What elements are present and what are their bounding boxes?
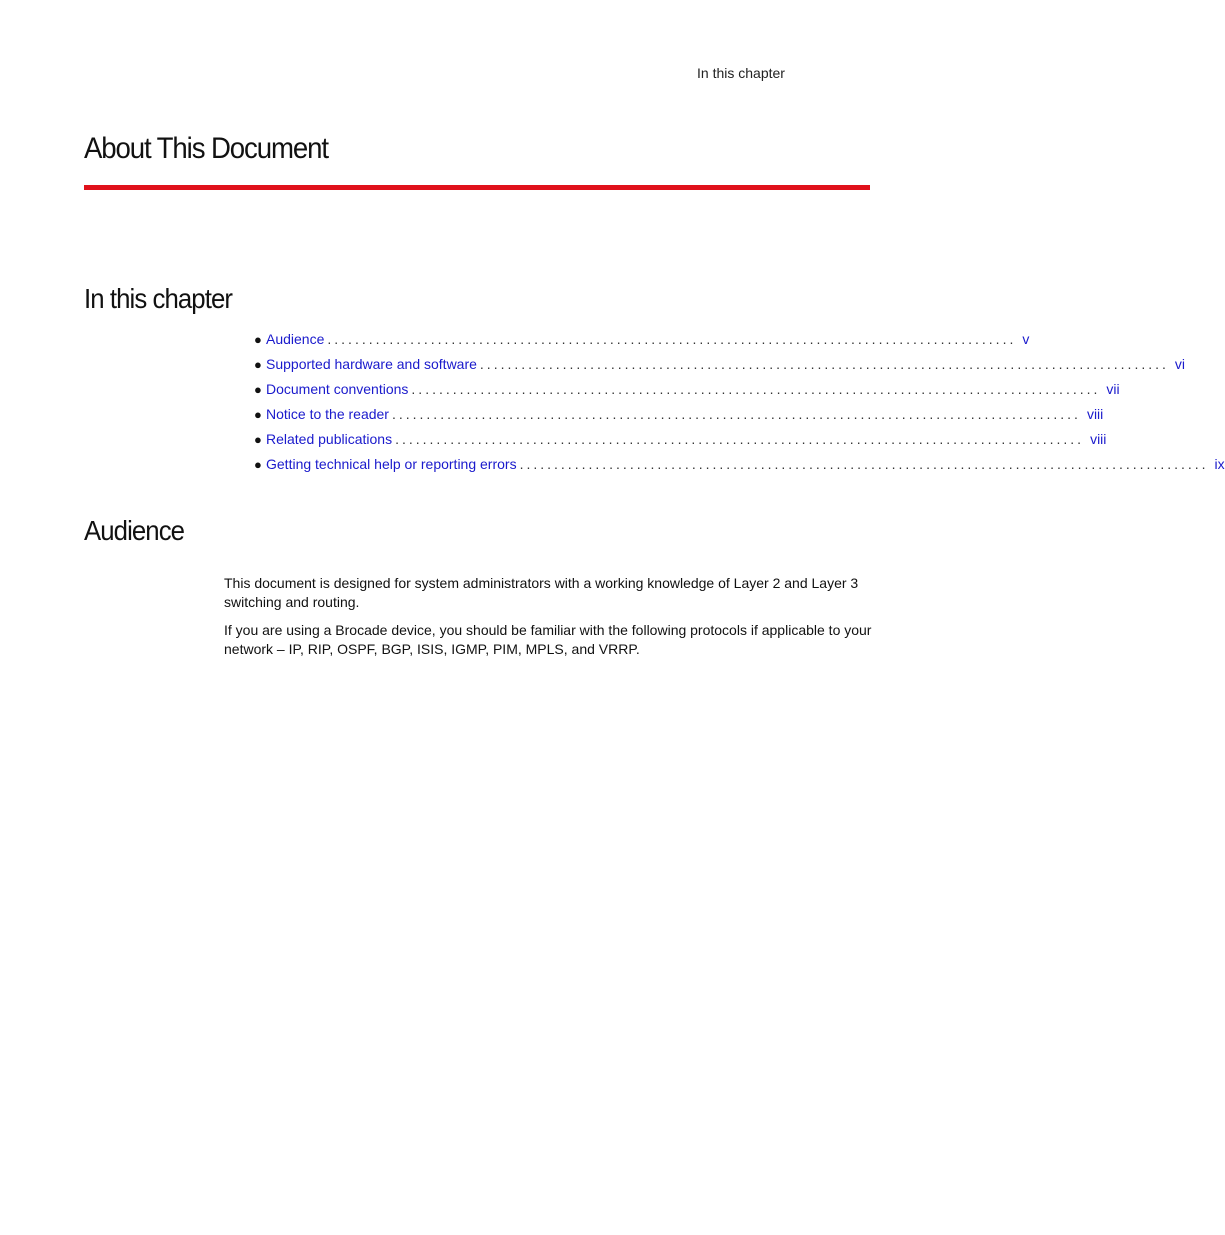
toc-link-label[interactable]: Supported hardware and software — [266, 356, 477, 372]
toc-item[interactable] — [254, 406, 1104, 431]
toc-link-label[interactable]: Notice to the reader — [266, 406, 389, 422]
toc-page-number[interactable]: ix — [1214, 456, 1225, 472]
chapter-toc — [254, 331, 1225, 481]
audience-paragraph-1: This document is designed for system administrators with a working knowledge of Layer 2 and Layer 3 switching and routing. — [224, 575, 859, 610]
toc-page-number[interactable]: v — [1022, 331, 1030, 347]
toc-item[interactable] — [254, 331, 1030, 356]
bullet-icon: ● — [254, 357, 262, 372]
running-header: In this chapter — [697, 65, 785, 81]
toc-leader: .................................................................................................... — [411, 381, 1101, 397]
toc-leader: .................................................................................................... — [327, 331, 1017, 347]
toc-item[interactable] — [254, 431, 1107, 456]
toc-page-number[interactable]: viii — [1086, 406, 1104, 422]
audience-paragraph-2: If you are using a Brocade device, you should be familiar with the following protocols if applicable to your network – IP, RIP, OSPF, BGP, ISIS, IGMP, PIM, MPLS, and VRRP. — [224, 622, 872, 657]
bullet-icon: ● — [254, 382, 262, 397]
toc-leader: .................................................................................................... — [391, 406, 1081, 422]
section-heading-in-this-chapter: In this chapter — [84, 283, 233, 314]
bullet-icon: ● — [254, 457, 262, 472]
bullet-icon: ● — [254, 332, 262, 347]
toc-page-number[interactable]: vii — [1106, 381, 1120, 397]
toc-link-label[interactable]: Audience — [266, 331, 325, 347]
toc-item[interactable] — [254, 381, 1120, 406]
section-heading-audience: Audience — [84, 515, 185, 546]
toc-link-label[interactable]: Related publications — [266, 431, 393, 447]
toc-item[interactable] — [254, 456, 1225, 481]
toc-link-label[interactable]: Getting technical help or reporting errors — [266, 456, 517, 472]
document-title: About This Document — [84, 132, 328, 165]
toc-leader: .................................................................................................... — [519, 456, 1209, 472]
toc-leader: .................................................................................................... — [479, 356, 1169, 372]
toc-page-number[interactable]: viii — [1090, 431, 1107, 447]
toc-leader: .................................................................................................... — [395, 431, 1085, 447]
toc-page-number[interactable]: vi — [1174, 356, 1186, 372]
toc-item[interactable] — [254, 356, 1186, 381]
bullet-icon: ● — [254, 407, 262, 422]
toc-link-label[interactable]: Document conventions — [266, 381, 409, 397]
title-rule — [84, 185, 870, 190]
bullet-icon: ● — [254, 432, 262, 447]
